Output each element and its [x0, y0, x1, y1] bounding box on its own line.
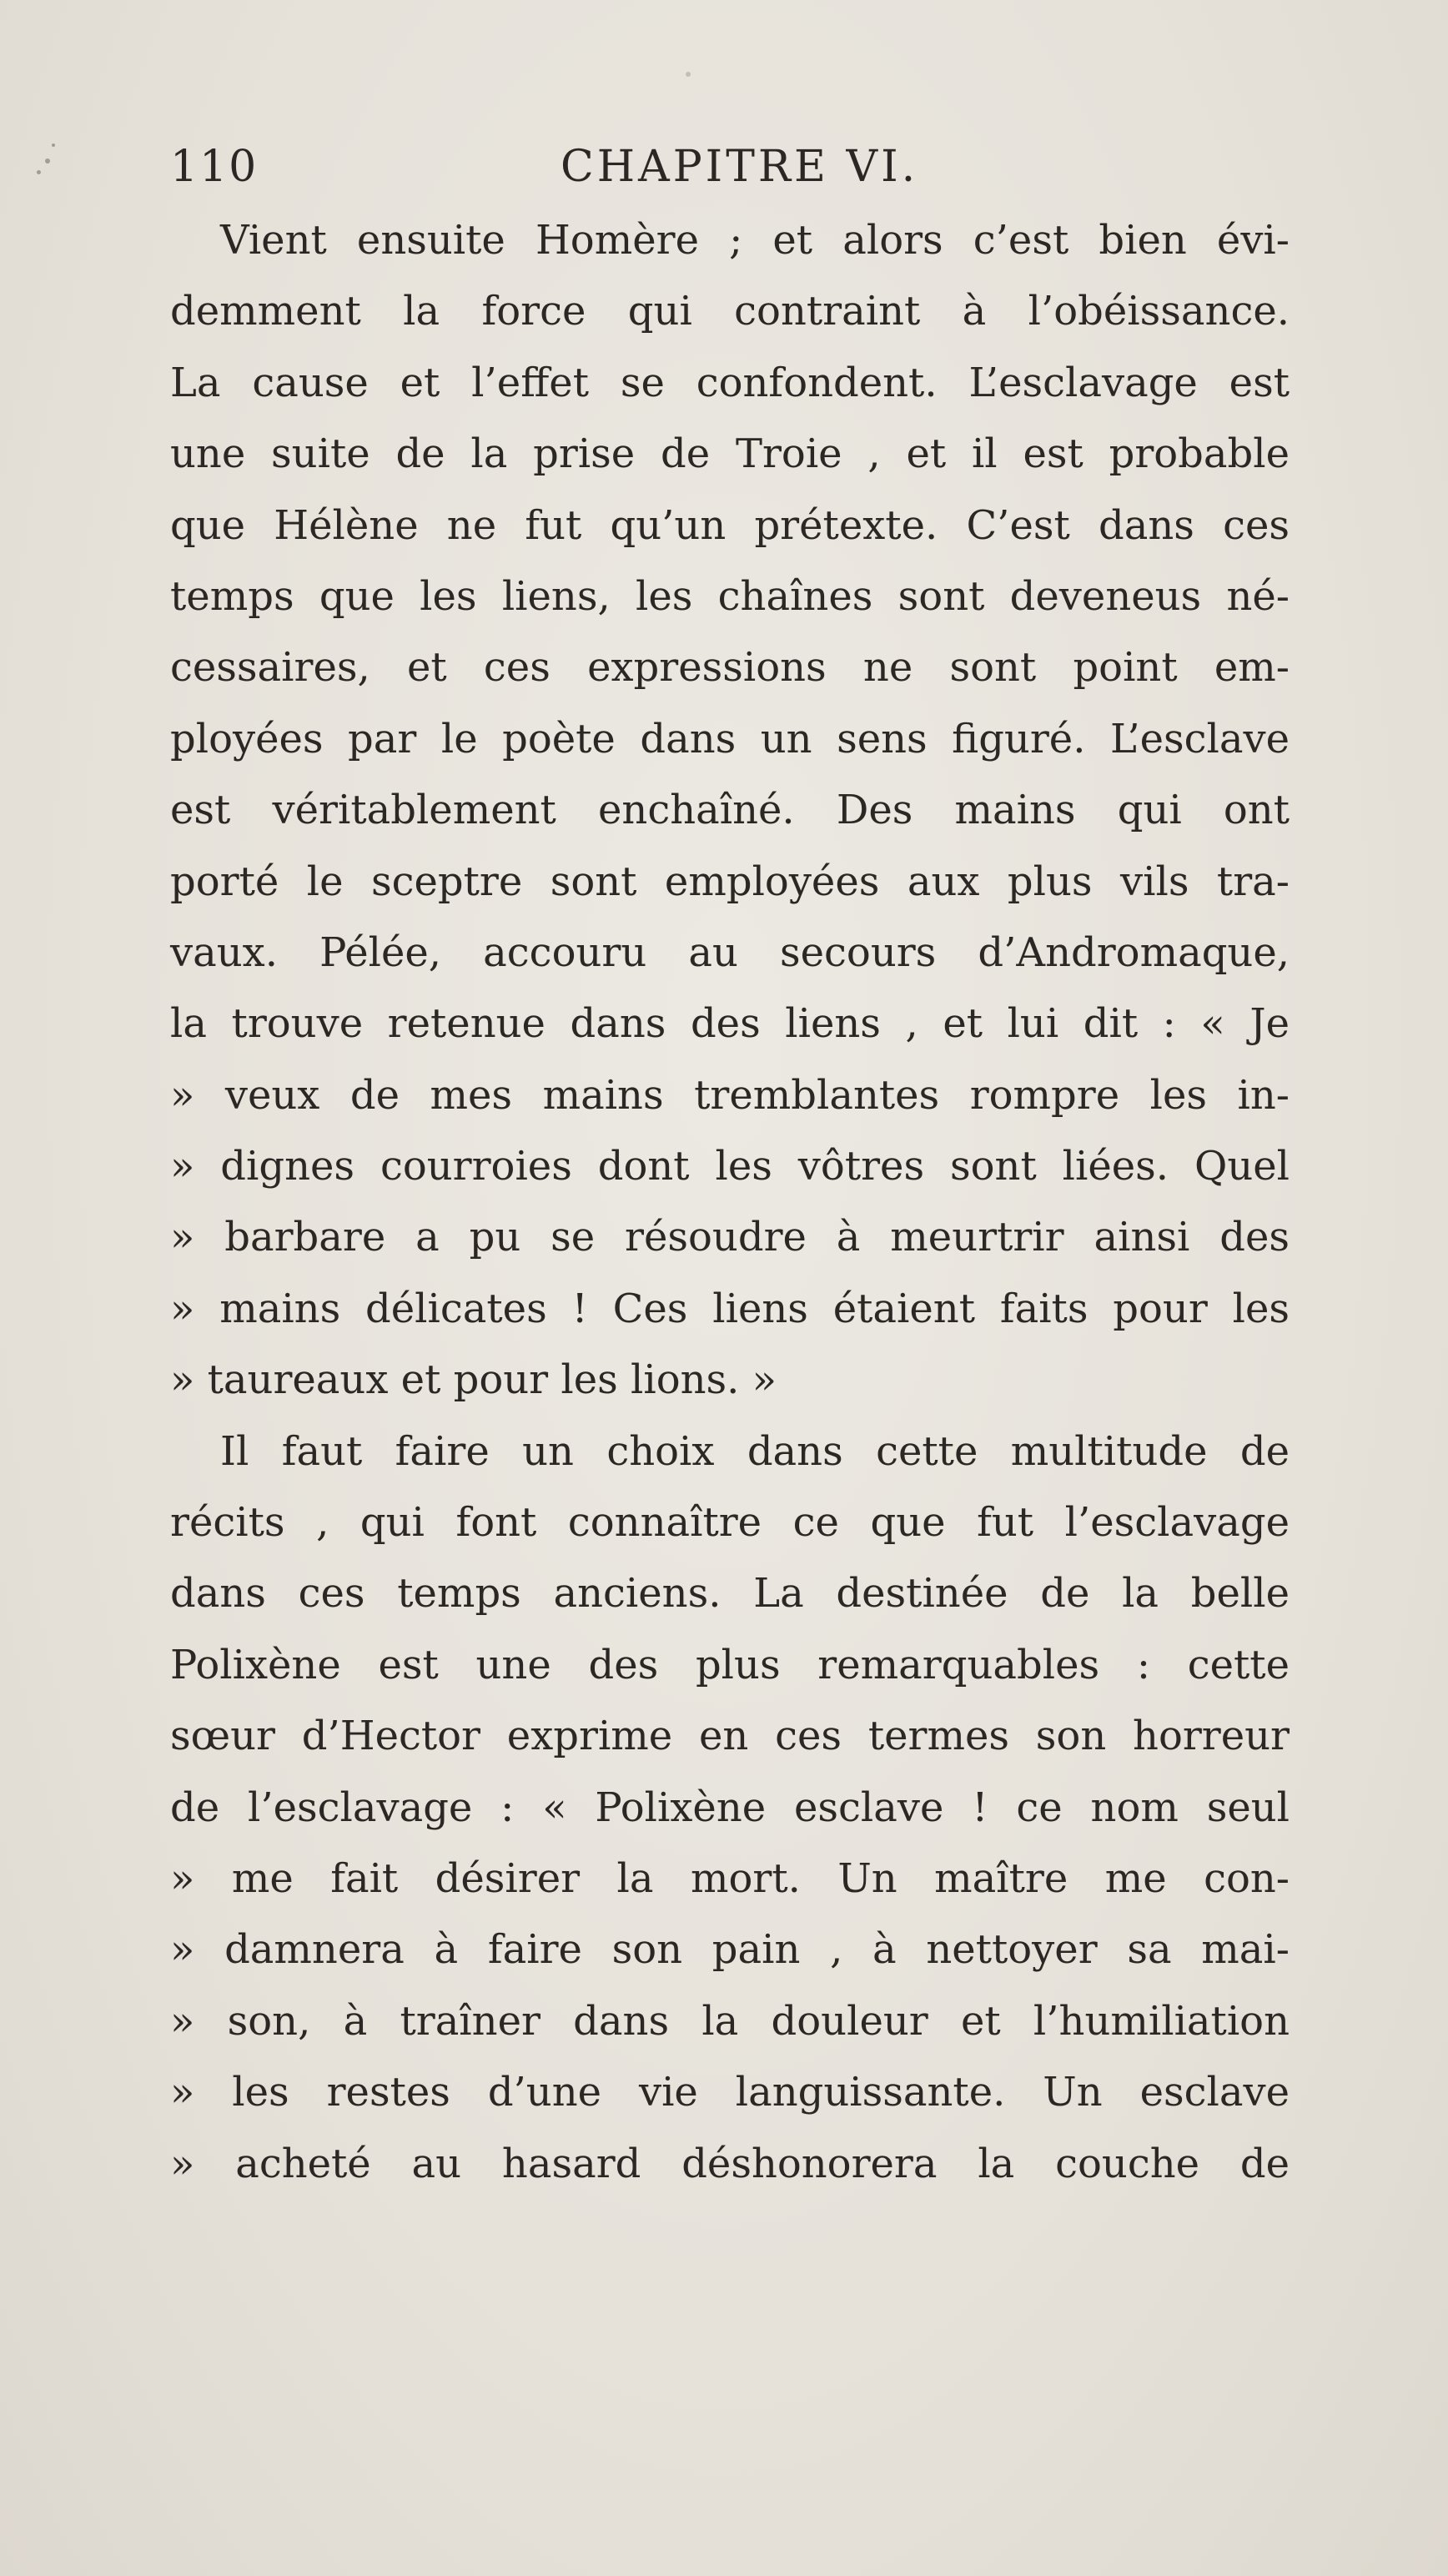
text-line: » dignes courroies dont les vôtres sont liées. Quel — [170, 1143, 1290, 1190]
text-line: » taureaux et pour les lions. » — [170, 1356, 777, 1404]
text-line: » barbare a pu se résoudre à meurtrir ainsi des — [170, 1214, 1290, 1261]
running-head: CHAPITRE VI. — [561, 142, 919, 192]
text-line: » acheté au hasard déshonorera la couche de — [170, 2140, 1290, 2187]
body-text — [170, 205, 1290, 2200]
page-header — [170, 142, 1288, 200]
ink-speck — [52, 143, 55, 147]
text-line: cessaires, et ces expressions ne sont point em- — [170, 644, 1290, 692]
text-line: » les restes d’une vie languissante. Un esclave — [170, 2069, 1290, 2116]
text-line: récits , qui font connaître ce que fut l’esclavage — [170, 1499, 1290, 1547]
text-line: » veux de mes mains tremblantes rompre les in- — [170, 1071, 1290, 1119]
text-line: porté le sceptre sont employées aux plus vils tra- — [170, 858, 1290, 905]
page-number: 110 — [170, 142, 259, 192]
text-line: temps que les liens, les chaînes sont deveneus né- — [170, 572, 1290, 620]
ink-speck — [37, 170, 41, 174]
ink-speck — [686, 72, 691, 77]
text-line: sœur d’Hector exprime en ces termes son horreur — [170, 1713, 1290, 1760]
text-line: Polixène est une des plus remarquables : cette — [170, 1641, 1290, 1688]
ink-speck — [45, 158, 50, 164]
text-line: » mains délicates ! Ces liens étaient faits pour les — [170, 1285, 1290, 1332]
text-line: dans ces temps anciens. La destinée de la belle — [170, 1570, 1290, 1618]
text-line: demment la force qui contraint à l’obéissance. — [170, 288, 1290, 335]
text-line: vaux. Pélée, accouru au secours d’Andromaque, — [170, 928, 1290, 976]
text-line: de l’esclavage : « Polixène esclave ! ce nom seul — [170, 1784, 1290, 1831]
text-line: » son, à traîner dans la douleur et l’humiliation — [170, 1997, 1290, 2045]
text-line: Vient ensuite Homère ; et alors c’est bien évi- — [220, 217, 1290, 264]
text-line: » damnera à faire son pain , à nettoyer sa mai- — [170, 1926, 1290, 1974]
text-line: une suite de la prise de Troie , et il est probable — [170, 430, 1290, 478]
text-line: La cause et l’effet se confondent. L’esclavage est — [170, 359, 1290, 406]
text-line: Il faut faire un choix dans cette multitude de — [220, 1427, 1290, 1475]
text-line: » me fait désirer la mort. Un maître me con- — [170, 1854, 1290, 1902]
text-line: ployées par le poète dans un sens figuré. L’esclave — [170, 715, 1290, 762]
text-line: est véritablement enchaîné. Des mains qui ont — [170, 787, 1290, 834]
text-line: la trouve retenue dans des liens , et lui dit : « Je — [170, 1000, 1290, 1048]
text-line: que Hélène ne fut qu’un prétexte. C’est dans ces — [170, 501, 1290, 549]
